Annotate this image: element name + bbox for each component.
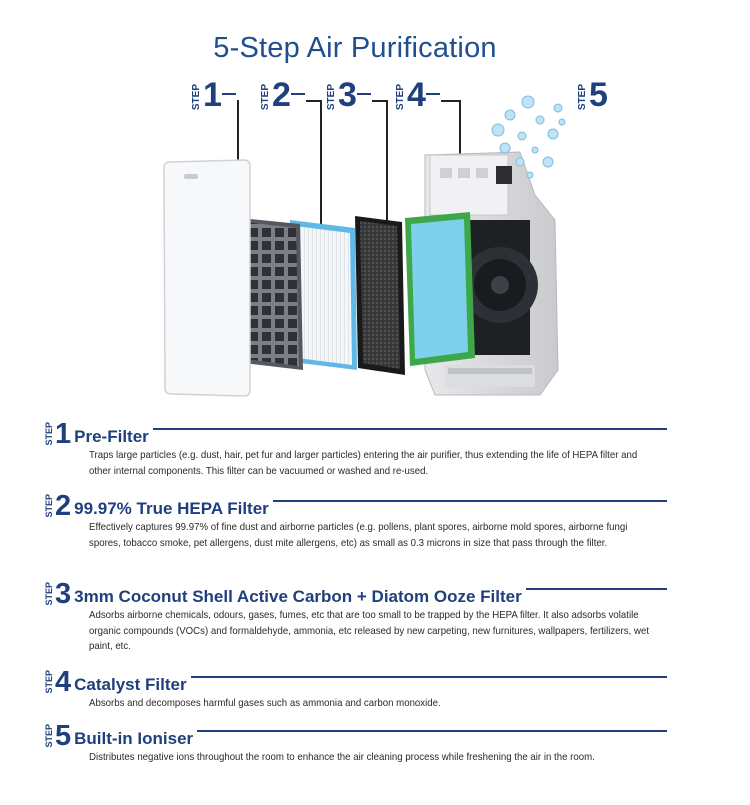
front-cover-panel [164,160,250,396]
step-word: STEP [260,84,271,111]
divider [153,428,667,430]
step-word: STEP [326,84,337,111]
diagram-step-number: 3 [338,76,357,114]
divider [197,730,667,732]
page-title: 5-Step Air Purification [213,32,497,64]
step-word: STEP [577,84,588,111]
step-description: Absorbs and decomposes harmful gases such as ammonia and carbon monoxide. [89,697,441,709]
step-item [45,722,667,766]
step-description: Traps large particles (e.g. dust, hair, pet fur and larger particles) entering the air purifier, thus extending the life of HEPA filter and other internal components. This filter can be vacuumed or washed and re-used. [89,449,638,477]
diagram-step-number: 5 [589,76,608,114]
carbon-filter-panel [355,216,405,375]
purifier-illustration [0,70,750,415]
step-item [45,492,667,551]
step-header [44,578,667,611]
step-title: Pre-Filter [74,427,149,446]
diagram-step-number: 4 [407,76,426,114]
step-item [45,580,667,655]
step-word: STEP [395,84,406,111]
filter-exploded-view [0,70,750,415]
step-header [44,720,667,753]
step-number: 3 [55,578,72,611]
step-number: 2 [55,490,72,523]
step-header [44,666,667,699]
step-word: STEP [44,494,54,518]
catalyst-filter-panel [405,212,475,366]
step-header [44,418,667,451]
step-word: STEP [44,724,54,748]
step-number: 5 [55,720,72,753]
diagram-step-number: 1 [203,76,222,114]
divider [273,500,667,502]
step-title: 99.97% True HEPA Filter [74,499,269,518]
step-description: Effectively captures 99.97% of fine dust and airborne particles (e.g. pollens, plant spores, airborne mold spores, airborne fungi spores, tobacco smoke, pet allergens, dust mite allergens, etc) as small as 0.3 microns in size that pass through the filter. [89,521,628,549]
step-title: Catalyst Filter [74,675,187,694]
step-title: Built-in Ioniser [74,729,194,748]
divider [191,676,667,678]
step-description: Distributes negative ions throughout the room to enhance the air cleaning process while freshening the air in the room. [89,751,595,763]
step-number: 1 [55,418,72,451]
step-item [45,668,667,712]
step-number: 4 [55,666,72,699]
step-word: STEP [44,422,54,446]
diagram-step-number: 2 [272,76,291,114]
step-item [45,420,667,479]
step-word: STEP [44,582,54,606]
step-header [44,490,667,523]
step-description: Adsorbs airborne chemicals, odours, gases, fumes, etc that are too small to be trapped by the HEPA filter. It also adsorbs volatile organic compounds (VOCs) and formaldehyde, ammonia, etc released by new carpeting, new furnitures, wallpapers, fertilizers, wet paint, etc. [89,609,650,652]
step-word: STEP [191,84,202,111]
step-title: 3mm Coconut Shell Active Carbon + Diatom Ooze Filter [74,587,522,606]
divider [526,588,667,590]
step-word: STEP [44,670,54,694]
